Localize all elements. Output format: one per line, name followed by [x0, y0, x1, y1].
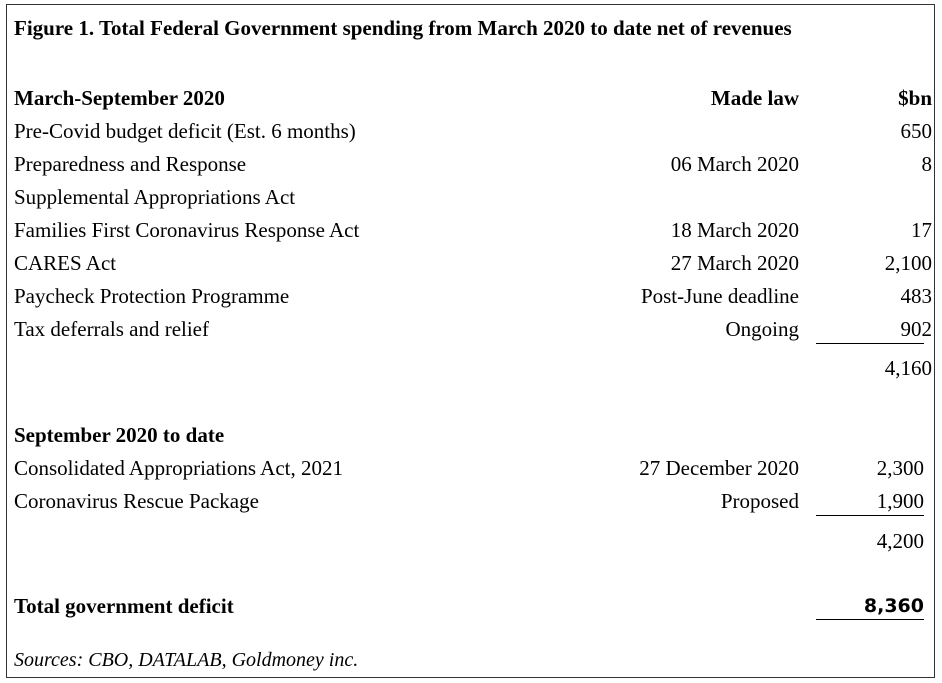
table-row [14, 218, 932, 248]
row-date: 18 March 2020 [670, 218, 799, 242]
subtotal-rule [816, 515, 924, 516]
row-amount: 2,100 [884, 251, 932, 275]
row-amount: 8 [921, 152, 932, 176]
table-row [14, 251, 932, 281]
total-amount: 8,360 [863, 595, 924, 617]
row-label: Pre-Covid budget deficit (Est. 6 months) [14, 119, 356, 143]
table-row [14, 489, 932, 519]
table-row [14, 284, 932, 314]
amount-header: $bn [898, 86, 932, 110]
row-amount: 902 [900, 317, 932, 341]
row-label: Supplemental Appropriations Act [14, 185, 296, 209]
section1-heading: March-September 2020 [14, 86, 225, 110]
table-row [14, 456, 932, 486]
row-amount: 2,300 [876, 456, 924, 480]
subtotal-row [14, 356, 932, 386]
row-date: Proposed [720, 489, 799, 513]
row-date: 06 March 2020 [670, 152, 799, 176]
table-row [14, 152, 932, 182]
row-label: Tax deferrals and relief [14, 317, 209, 341]
row-label: Consolidated Appropriations Act, 2021 [14, 456, 343, 480]
table-row [14, 119, 932, 149]
row-label: CARES Act [14, 251, 117, 275]
row-label: Families First Coronavirus Response Act [14, 218, 360, 242]
total-row [14, 594, 932, 624]
section1-subtotal: 4,160 [884, 356, 932, 380]
made-law-header: Made law [710, 86, 799, 110]
table-row [14, 317, 932, 347]
row-date: Ongoing [725, 317, 799, 341]
row-amount: 1,900 [876, 489, 924, 513]
row-date: Post-June deadline [640, 284, 799, 308]
subtotal-rule [816, 343, 924, 344]
figure-title: Figure 1. Total Federal Government spending from March 2020 to date net of revenues [14, 16, 792, 40]
section2-heading: September 2020 to date [14, 423, 225, 447]
row-label: Preparedness and Response [14, 152, 247, 176]
row-date: 27 December 2020 [639, 456, 799, 480]
section2-subtotal: 4,200 [876, 529, 924, 553]
row-label: Paycheck Protection Programme [14, 284, 290, 308]
table-row [14, 185, 932, 215]
row-amount: 17 [911, 218, 932, 242]
subtotal-row [14, 529, 932, 559]
total-label: Total government deficit [14, 594, 234, 618]
section2-header-row [14, 423, 932, 453]
section1-header-row [14, 86, 932, 116]
row-date: 27 March 2020 [670, 251, 799, 275]
row-amount: 650 [900, 119, 932, 143]
row-amount: 483 [900, 284, 932, 308]
sources-note: Sources: CBO, DATALAB, Goldmoney inc. [14, 649, 359, 671]
row-label: Coronavirus Rescue Package [14, 489, 259, 513]
total-rule [816, 619, 924, 620]
